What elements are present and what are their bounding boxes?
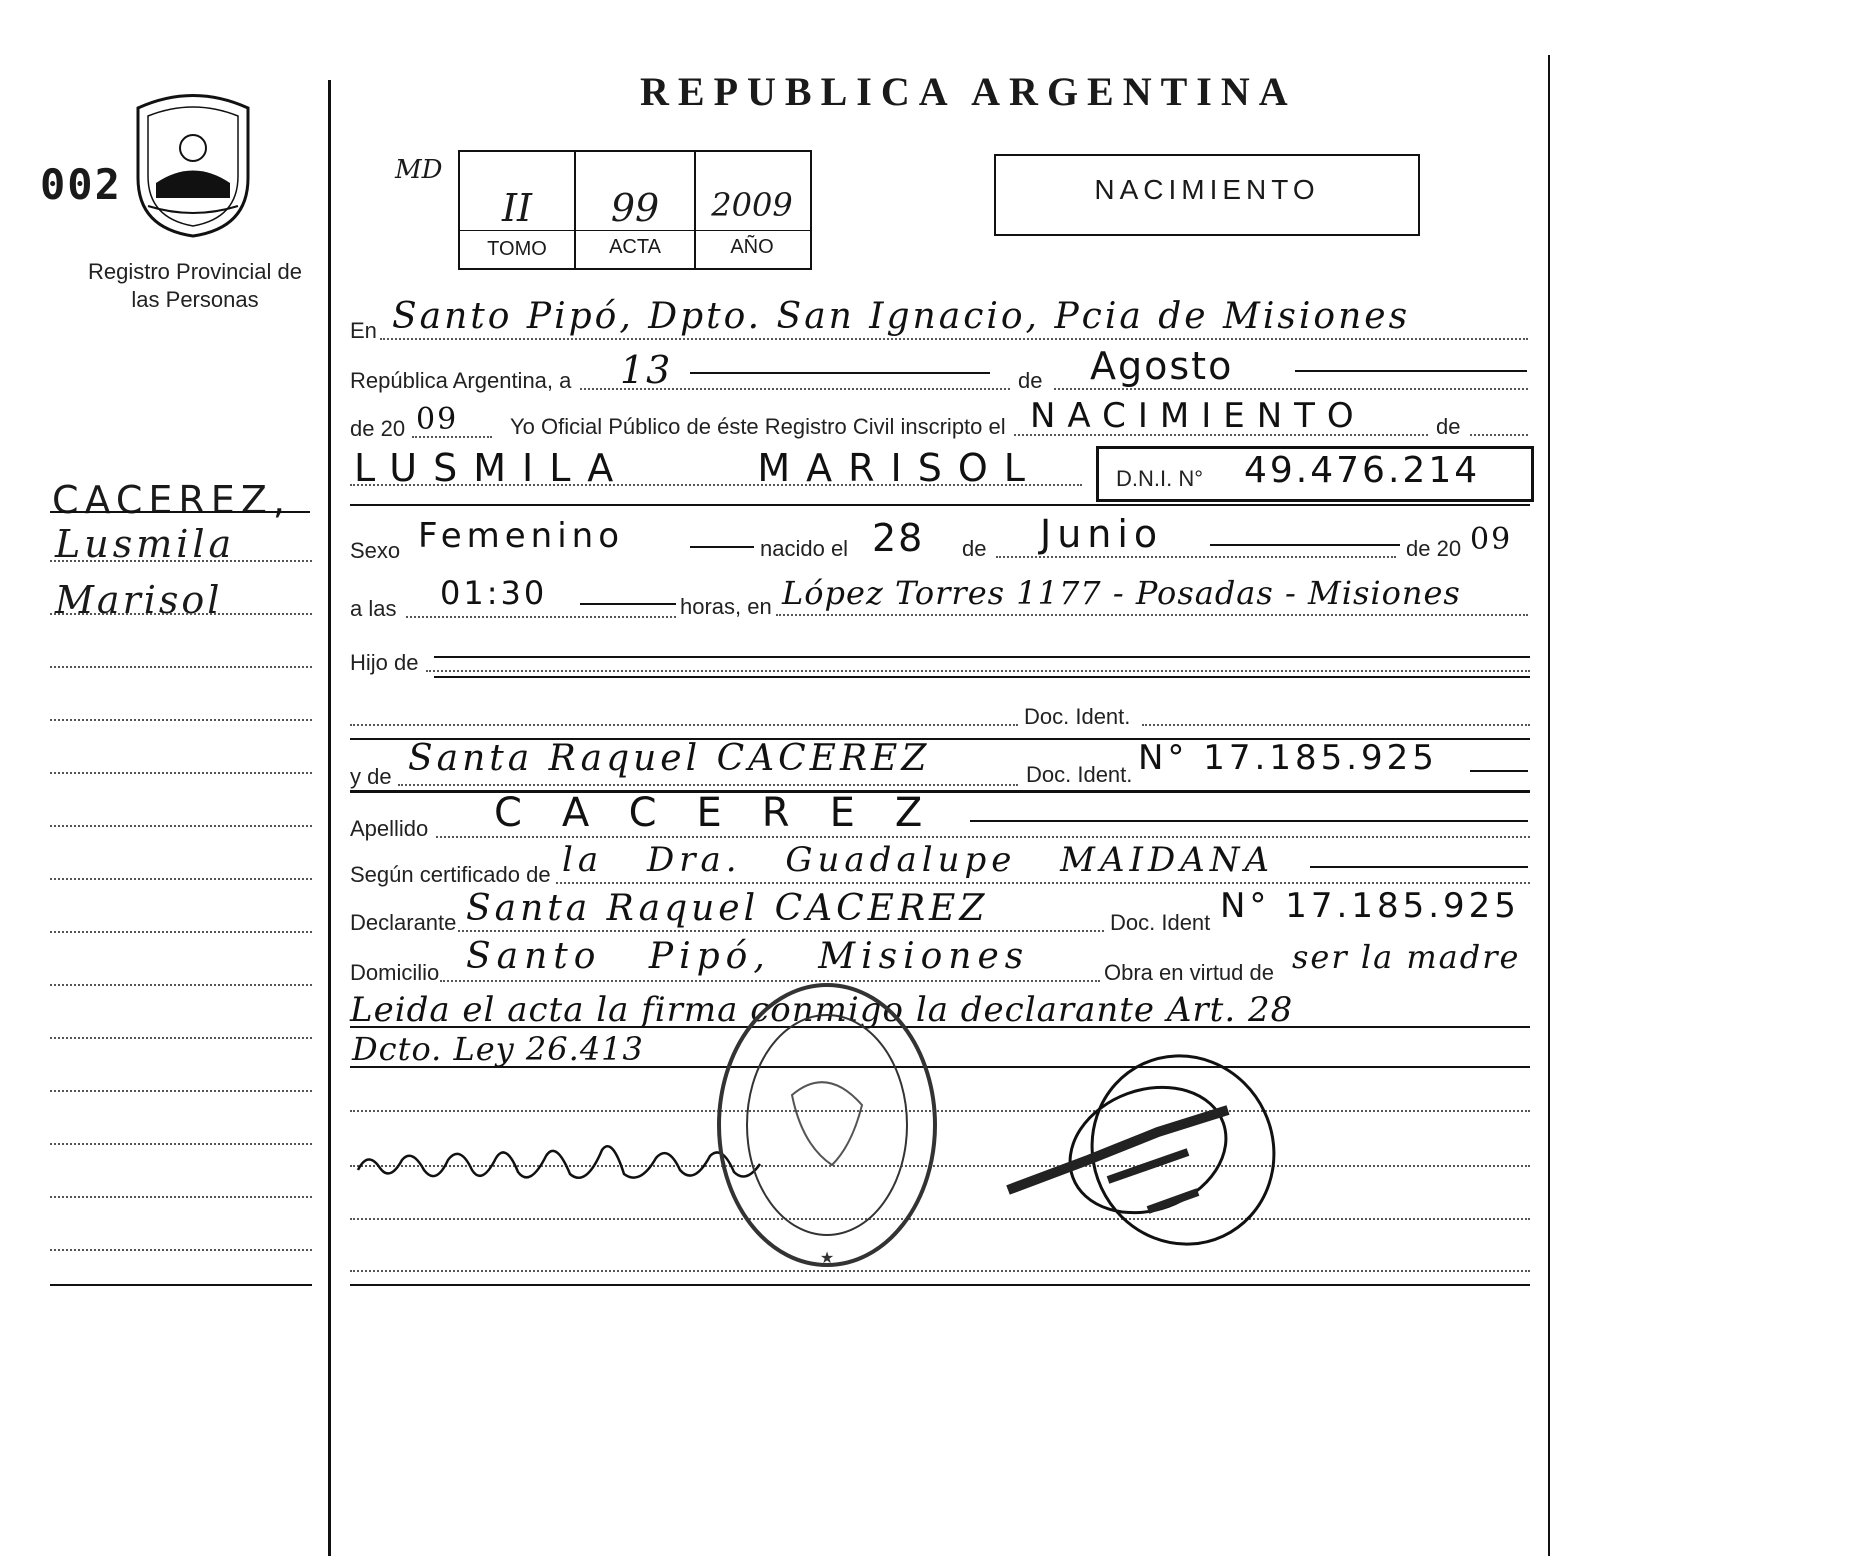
mother-value: Santa Raquel CACEREZ: [408, 738, 931, 779]
segun-label: Según certificado de: [350, 862, 551, 887]
yde-label: y de: [350, 764, 392, 789]
note-line-1: Leida el acta la firma conmigo la declarante Art. 28: [350, 990, 1294, 1030]
misiones-seal: [118, 88, 268, 238]
svg-text:★: ★: [819, 1248, 835, 1267]
sexo-value: Femenino: [418, 516, 624, 556]
note-line-2: Dcto. Ley 26.413: [352, 1030, 644, 1068]
right-border: [1548, 55, 1550, 1556]
registry-name: Registro Provincial de las Personas: [88, 259, 302, 312]
anio-label: AÑO: [730, 236, 774, 258]
apellido-value: CACEREZ: [494, 790, 963, 836]
officer-stamp: [998, 1040, 1298, 1250]
dni-value: 49.476.214: [1244, 450, 1481, 491]
year-value: 09: [416, 402, 459, 437]
hijo-label: Hijo de: [350, 650, 419, 675]
birth-year-value: 09: [1470, 522, 1513, 557]
acta-type-value: NACIMIENTO: [1030, 396, 1366, 436]
en-label: En: [350, 318, 377, 343]
domicilio-value: Santo Pipó, Misiones: [466, 936, 1030, 977]
alas-label: a las: [350, 596, 397, 621]
de-label-3: de: [962, 536, 987, 561]
month-value: Agosto: [1090, 344, 1234, 388]
time-value: 01:30: [440, 574, 548, 612]
tomo-value: II: [501, 186, 533, 230]
margin-name-line1: CACEREZ,: [52, 478, 291, 522]
country-title: REPUBLICA ARGENTINA: [640, 69, 1297, 114]
de20-label: de 20: [350, 416, 406, 441]
docident-label-2: Doc. Ident.: [1026, 762, 1133, 787]
round-official-stamp: [712, 975, 942, 1275]
declarante-value: Santa Raquel CACEREZ: [466, 888, 989, 929]
certifier-value: la Dra. Guadalupe MAIDANA: [562, 840, 1275, 880]
margin-name-line3: Marisol: [55, 578, 223, 622]
column-divider: [328, 80, 331, 1556]
anio-value: 2009: [711, 186, 793, 224]
declarante-label: Declarante: [350, 910, 457, 935]
sexo-label: Sexo: [350, 538, 401, 563]
declarante-doc-value: N° 17.185.925: [1220, 886, 1520, 926]
birth-day-value: 28: [872, 516, 925, 560]
obra-value: ser la madre: [1292, 938, 1521, 976]
republica-label: República Argentina, a: [350, 368, 572, 393]
docident-label-3: Doc. Ident: [1110, 910, 1211, 935]
handwritten-mark: MD: [395, 155, 443, 185]
obra-label: Obra en virtud de: [1104, 960, 1274, 985]
birth-month-value: Junio: [1040, 512, 1164, 556]
place-value: Santo Pipó, Dpto. San Ignacio, Pcia de Misiones: [392, 296, 1411, 337]
horas-label: horas, en: [680, 594, 772, 619]
docident-label: Doc. Ident.: [1024, 704, 1131, 729]
day-value: 13: [620, 348, 673, 392]
acta-label: ACTA: [609, 236, 661, 258]
apellido-label: Apellido: [350, 816, 429, 841]
mother-doc-value: N° 17.185.925: [1138, 738, 1438, 778]
acta-value: 99: [610, 186, 660, 230]
de-label: de: [1018, 368, 1043, 393]
dni-label: D.N.I. N°: [1116, 466, 1204, 491]
form-number: 002: [40, 160, 122, 209]
record-type: NACIMIENTO: [1094, 174, 1320, 205]
domicilio-label: Domicilio: [350, 960, 440, 985]
margin-name-line2: Lusmila: [55, 522, 236, 566]
tomo-label: TOMO: [487, 238, 547, 260]
oficial-label: Yo Oficial Público de éste Registro Civil inscripto el: [510, 414, 1006, 439]
birth-place-value: López Torres 1177 - Posadas - Misiones: [782, 574, 1461, 612]
child-name-value: LUSMILA MARISOL: [354, 446, 1041, 490]
nacido-label: nacido el: [760, 536, 849, 561]
de2009-label: de 20: [1406, 536, 1462, 561]
de-label-2: de: [1436, 414, 1461, 439]
